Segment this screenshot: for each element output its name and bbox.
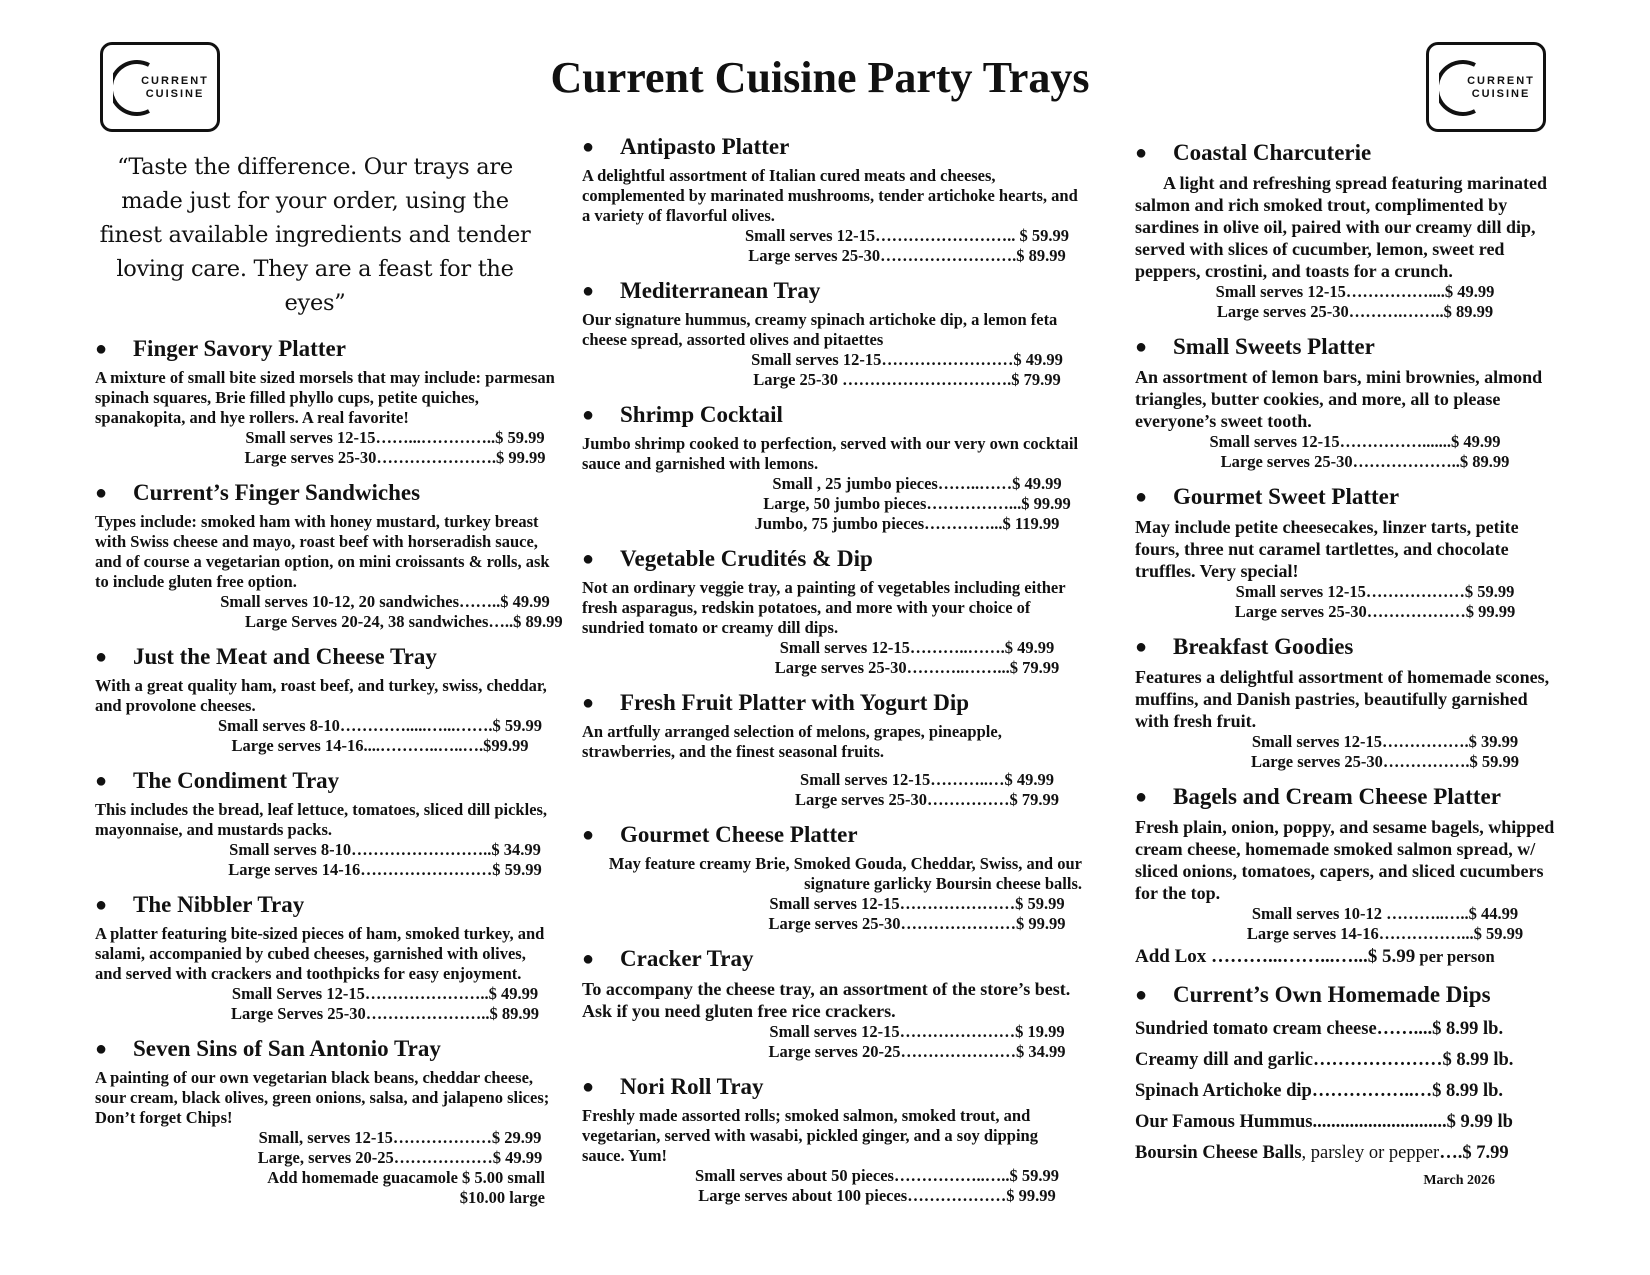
- menu-column-2: [582, 132, 1082, 1216]
- menu-item: [1135, 482, 1555, 622]
- menu-column-1: [95, 150, 563, 1218]
- price-line: Small serves 8-10………….....…...…….$ 59.99: [217, 716, 543, 735]
- item-description: May include petite cheesecakes, linzer tarts, petite fours, three nut caramel tartlettes, and chocolate truffles. Very special!: [1135, 517, 1519, 581]
- menu-item: [582, 400, 1082, 534]
- item-name: Gourmet Sweet Platter: [1173, 484, 1400, 509]
- price-line: Large serves 14-16……………………$ 59.99: [228, 860, 542, 879]
- price-line: Large serves 25-30……….……..$ 89.99: [1216, 302, 1494, 321]
- item-description: May feature creamy Brie, Smoked Gouda, Cheddar, Swiss, and our signature garlicky Boursin cheese balls.: [608, 854, 1082, 893]
- price-line: Large serves about 100 pieces………………$ 99.99: [698, 1186, 1056, 1205]
- logo-right: [1426, 42, 1546, 132]
- item-name: Cracker Tray: [620, 946, 754, 971]
- item-description: An artfully arranged selection of melons, grapes, pineapple, strawberries, and the finest seasonal fruits.: [582, 722, 1002, 761]
- item-description: Fresh plain, onion, poppy, and sesame bagels, whipped cream cheese, homemade smoked salmon spread, w/ sliced onions, tomatoes, capers, and sliced cucumbers for the top.: [1135, 817, 1555, 903]
- item-name: Finger Savory Platter: [133, 336, 346, 361]
- bullet-icon: ●: [95, 1038, 108, 1060]
- menu-item: [95, 334, 555, 468]
- price-line: Large serves 25-30………………..$ 89.99: [1220, 452, 1510, 471]
- item-description: Jumbo shrimp cooked to perfection, served with our very own cocktail sauce and garnished with lemons.: [582, 434, 1079, 473]
- item-name: Small Sweets Platter: [1173, 334, 1375, 359]
- price-line: Large serves 25-30……………$ 79.99: [795, 790, 1059, 809]
- price-line: Large serves 25-30………..……...$ 79.99: [774, 658, 1060, 677]
- price-line: Small serves 12-15…………….......$ 49.99: [1209, 432, 1501, 451]
- tagline-quote: “Taste the difference. Our trays are made just for your order, using the finest available ingredients and tender loving care. They are a feast for the eyes”: [99, 154, 531, 316]
- price-line: Large Serves 25-30…………………..$ 89.99: [231, 1004, 539, 1023]
- price-line: Small serves 12-15…………………….. $ 59.99: [744, 226, 1070, 245]
- menu-item: [582, 132, 1082, 266]
- price-line: Large serves 20-25…………………$ 34.99: [768, 1042, 1066, 1061]
- bullet-icon: ●: [582, 692, 595, 714]
- item-description: Types include: smoked ham with honey mustard, turkey breast with Swiss cheese and mayo, roast beef with horseradish sauce, and of course a vegetarian option, on mini croissants & rolls, ask to include gluten free option.: [95, 512, 550, 591]
- menu-item: [1135, 782, 1555, 970]
- item-name: Antipasto Platter: [620, 134, 790, 159]
- bullet-icon: ●: [582, 404, 595, 426]
- item-description: An assortment of lemon bars, mini brownies, almond triangles, butter cookies, and more, all to please everyone’s sweet tooth.: [1135, 367, 1543, 431]
- menu-item: [582, 544, 1082, 678]
- item-description: Not an ordinary veggie tray, a painting of vegetables including either fresh asparagus, redskin potatoes, and more with your choice of sundried tomato or creamy dill dips.: [582, 578, 1066, 637]
- menu-item: [1135, 138, 1555, 322]
- page-title: Current Cuisine Party Trays: [550, 53, 1090, 102]
- menu-item: [582, 276, 1082, 390]
- price-line: Large serves 25-30………………….$ 99.99: [244, 448, 546, 467]
- bullet-icon: ●: [582, 1076, 595, 1098]
- price-line: Small serves 12-15…………….$ 39.99: [1251, 732, 1519, 751]
- item-name: Fresh Fruit Platter with Yogurt Dip: [620, 690, 970, 715]
- price-line: Small serves 12-15………………$ 59.99: [1235, 582, 1515, 601]
- item-name: Gourmet Cheese Platter: [620, 822, 858, 847]
- bullet-icon: ●: [1135, 786, 1148, 808]
- dips-title: Current’s Own Homemade Dips: [1173, 982, 1491, 1007]
- price-line: Small serves 12-15……………....$ 49.99: [1215, 282, 1495, 301]
- dip-item: Creamy dill and garlic…………………$ 8.99 lb.: [1135, 1050, 1514, 1070]
- menu-item: [582, 688, 1082, 810]
- price-line: Large 25-30 ………………………….$ 79.99: [753, 370, 1061, 389]
- menu-item: [1135, 632, 1555, 772]
- price-line: Jumbo, 75 jumbo pieces…………...$ 119.99: [754, 514, 1060, 533]
- item-name: Bagels and Cream Cheese Platter: [1173, 784, 1501, 809]
- bullet-icon: ●: [582, 824, 595, 846]
- item-name: Seven Sins of San Antonio Tray: [133, 1036, 441, 1061]
- menu-item: [95, 478, 563, 632]
- logo-text-2: CUISINE: [1471, 88, 1531, 100]
- price-line: Large serves 14-16....………..…..….$99.99: [231, 736, 529, 755]
- price-line: Large, 50 jumbo pieces……………...$ 99.99: [763, 494, 1071, 513]
- menu-item: [95, 890, 555, 1024]
- bullet-icon: ●: [95, 646, 108, 668]
- bullet-icon: ●: [582, 548, 595, 570]
- dip-note: , parsley or pepper: [1301, 1143, 1440, 1163]
- item-name: Vegetable Crudités & Dip: [620, 546, 873, 571]
- dip-item: Our Famous Hummus.............................$ 9.99 lb: [1135, 1112, 1513, 1132]
- item-name: Coastal Charcuterie: [1173, 140, 1372, 165]
- bullet-icon: ●: [1135, 486, 1148, 508]
- bullet-icon: ●: [582, 136, 595, 158]
- add-on-line: $10.00 large: [459, 1188, 545, 1207]
- item-description: To accompany the cheese tray, an assortment of the store’s best. Ask if you need gluten free rice crackers.: [582, 979, 1071, 1021]
- item-description: Features a delightful assortment of homemade scones, muffins, and Danish pastries, beautifully garnished with fresh fruit.: [1135, 667, 1550, 731]
- footer-date: March 2026: [1423, 1173, 1495, 1188]
- price-line: Large serves 25-30…………….$ 59.99: [1250, 752, 1520, 771]
- price-line: Large serves 25-30………………$ 99.99: [1234, 602, 1516, 621]
- price-line: Small serves 12-15……………………$ 49.99: [751, 350, 1063, 369]
- item-name: Shrimp Cocktail: [620, 402, 783, 427]
- bullet-icon: ●: [1135, 636, 1148, 658]
- menu-item: [95, 642, 555, 756]
- item-description: A painting of our own vegetarian black beans, cheddar cheese, sour cream, black olives, green onions, salsa, and jalapeno slices; Don’t forget Chips!: [95, 1068, 550, 1127]
- price-line: Large, serves 20-25………………$ 49.99: [257, 1148, 543, 1167]
- bullet-icon: ●: [95, 770, 108, 792]
- item-description: Our signature hummus, creamy spinach artichoke dip, a lemon feta cheese spread, assorted olives and pitaettes: [582, 310, 1058, 349]
- add-on-line: Add homemade guacamole $ 5.00 small: [267, 1168, 545, 1187]
- bullet-icon: ●: [582, 280, 595, 302]
- price-line: Small, serves 12-15………………$ 29.99: [258, 1128, 542, 1147]
- price-line: Small serves 12-15………..…….$ 49.99: [779, 638, 1055, 657]
- bullet-icon: ●: [95, 338, 108, 360]
- dip-label: Boursin Cheese Balls: [1135, 1143, 1302, 1163]
- bullet-icon: ●: [582, 948, 595, 970]
- item-description: Freshly made assorted rolls; smoked salmon, smoked trout, and vegetarian, served with wasabi, pickled ginger, and a soy dipping sauce. Yum!: [582, 1106, 1038, 1165]
- dip-item: Spinach Artichoke dip……………..…$ 8.99 lb.: [1135, 1081, 1504, 1101]
- logo-left: [100, 42, 220, 132]
- item-description: A platter featuring bite-sized pieces of ham, smoked turkey, and salami, accompanied by cubed cheeses, garnished with olives, and served with crackers and toothpicks for easy enjoyment.: [95, 924, 545, 983]
- menu-item: [582, 820, 1082, 934]
- price-line: Small serves 10-12, 20 sandwiches……..$ 49.99: [220, 592, 550, 611]
- price-line: Small serves about 50 pieces……………..…..$ 59.99: [695, 1166, 1059, 1185]
- bullet-icon: ●: [95, 482, 108, 504]
- price-line: Large Serves 20-24, 38 sandwiches…..$ 89.99: [245, 612, 563, 631]
- price-line: Small serves 12-15…………………$ 19.99: [769, 1022, 1065, 1041]
- item-description: With a great quality ham, roast beef, and turkey, swiss, cheddar, and provolone cheeses.: [95, 676, 547, 715]
- item-name: Just the Meat and Cheese Tray: [133, 644, 437, 669]
- bullet-icon: ●: [1135, 984, 1148, 1006]
- bullet-icon: ●: [1135, 142, 1148, 164]
- item-name: Breakfast Goodies: [1173, 634, 1354, 659]
- item-name: The Nibbler Tray: [133, 892, 305, 917]
- item-name: Nori Roll Tray: [620, 1074, 764, 1099]
- logo-text-1: CURRENT: [141, 75, 209, 87]
- price-line: Small Serves 12-15…………………..$ 49.99: [231, 984, 539, 1003]
- add-lox-line: [1135, 944, 1555, 970]
- lox-price: Add Lox ………...……...…...$ 5.99: [1135, 946, 1416, 967]
- item-description: A light and refreshing spread featuring marinated salmon and rich smoked trout, complimented by sardines in olive oil, paired with our creamy dill dip, served with slices of cucumber, lemon, sweet red peppers, crostini, and toasts for a crunch.: [1135, 173, 1548, 281]
- dip-item: Sundried tomato cream cheese……....$ 8.99 lb.: [1135, 1019, 1504, 1039]
- menu-column-3: [1135, 138, 1555, 1199]
- price-line: Small serves 10-12 ………..…..$ 44.99: [1251, 904, 1519, 923]
- bullet-icon: ●: [1135, 336, 1148, 358]
- price-line: Large serves 25-30…………………….$ 89.99: [748, 246, 1066, 265]
- item-name: The Condiment Tray: [133, 768, 340, 793]
- price-line: Small serves 12-15………..…$ 49.99: [800, 770, 1054, 789]
- price-line: Small , 25 jumbo pieces……..……$ 49.99: [772, 474, 1062, 493]
- menu-item: [1135, 332, 1555, 472]
- item-name: Mediterranean Tray: [620, 278, 821, 303]
- bullet-icon: ●: [95, 894, 108, 916]
- price-line: Large serves 25-30…………………$ 99.99: [768, 914, 1066, 933]
- dip-item: [1135, 1138, 1555, 1169]
- item-description: A mixture of small bite sized morsels that may include: parmesan spinach squares, Brie filled phyllo cups, petite quiches, spanakopita, and hye rollers. A real favorite!: [95, 368, 555, 427]
- menu-item: [582, 1072, 1082, 1206]
- dips-section: [1135, 980, 1555, 1189]
- menu-item: [582, 944, 1082, 1062]
- logo-text-2: CUISINE: [145, 88, 205, 100]
- price-line: Large serves 14-16……………...$ 59.99: [1246, 924, 1524, 943]
- logo-text-1: CURRENT: [1467, 75, 1535, 87]
- dip-price: ….$ 7.99: [1439, 1143, 1509, 1163]
- menu-item: [95, 1034, 555, 1208]
- price-line: Small serves 12-15…………………$ 59.99: [769, 894, 1065, 913]
- item-description: This includes the bread, leaf lettuce, tomatoes, sliced dill pickles, mayonnaise, and mustards packs.: [95, 800, 548, 839]
- lox-suffix: per person: [1415, 947, 1495, 966]
- price-line: Small serves 12-15……...…………..$ 59.99: [245, 428, 545, 447]
- price-line: Small serves 8-10……………………..$ 34.99: [229, 840, 541, 859]
- menu-item: [95, 766, 555, 880]
- item-name: Current’s Finger Sandwiches: [133, 480, 421, 505]
- item-description: A delightful assortment of Italian cured meats and cheeses, complemented by marinated mushrooms, tender artichoke hearts, and a variety of flavorful olives.: [582, 166, 1078, 225]
